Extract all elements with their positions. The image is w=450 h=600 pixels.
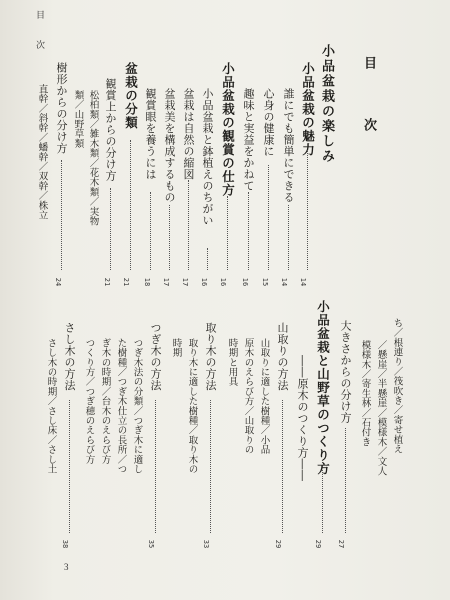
toc-entry-detail: ち／根連り／筏吹き／寄せ植え bbox=[391, 318, 403, 454]
leader-dots bbox=[288, 205, 289, 270]
toc-entry-detail: 模様木／寄生林／石付き bbox=[359, 340, 371, 447]
page-number: 3 bbox=[64, 562, 69, 572]
page-ref: 33 bbox=[202, 539, 211, 549]
leader-dots bbox=[248, 192, 249, 270]
page-ref: 18 bbox=[143, 277, 152, 287]
toc-entry-detail: 原木のえらび方／山取りの bbox=[242, 338, 254, 455]
page-ref: 38 bbox=[61, 539, 70, 549]
leader-dots bbox=[61, 160, 62, 270]
page-ref: 17 bbox=[162, 277, 171, 287]
toc-entry-detail: 直幹／斜幹／蟠幹／双幹／株立 bbox=[36, 84, 48, 220]
leader-dots bbox=[188, 180, 189, 270]
toc-entry-detail: 時期と用具 bbox=[226, 338, 238, 387]
page-ref: 29 bbox=[314, 539, 323, 549]
page-ref: 27 bbox=[337, 539, 346, 549]
page-ref: 21 bbox=[122, 277, 131, 287]
toc-entry-detail: 類／山野草類 bbox=[72, 90, 84, 149]
toc-entry-detail: さし木の時期／さし床／さし土 bbox=[45, 338, 57, 474]
toc-entry-title: 趣味と実益をかねて bbox=[242, 88, 255, 192]
toc-entry-title: 小品盆栽と山野草のつくり方 bbox=[315, 300, 331, 476]
toc-entry-detail: 時期 bbox=[170, 338, 182, 358]
toc-entry-title: 盆栽の分類 bbox=[123, 62, 139, 130]
toc-entry-title: 小品盆栽と鉢植えのちがい bbox=[201, 88, 214, 226]
leader-dots bbox=[69, 400, 70, 533]
leader-dots bbox=[227, 196, 228, 270]
toc-title: 目 次 bbox=[361, 56, 376, 149]
toc-entry-detail: 山取りに適した樹種／小品 bbox=[258, 338, 270, 455]
leader-dots bbox=[268, 165, 269, 270]
page-ref: 16 bbox=[241, 277, 250, 287]
leader-dots bbox=[155, 400, 156, 533]
toc-entry-detail: 取り木に適した樹種／取り木の bbox=[186, 338, 198, 474]
page-ref: 29 bbox=[274, 539, 283, 549]
page-ref: 16 bbox=[219, 277, 228, 287]
toc-entry-title: 大きさからの分け方 bbox=[339, 320, 352, 424]
toc-entry-title: 小品盆栽の魅力 bbox=[300, 62, 316, 157]
page-ref: 24 bbox=[54, 277, 63, 287]
toc-entry-title: 誰にでも簡単にできる bbox=[282, 88, 295, 203]
page-ref: 14 bbox=[280, 277, 289, 287]
page-ref: 21 bbox=[103, 277, 112, 287]
toc-entry-detail: ぎ木の時期／台木のえらび方 bbox=[99, 338, 111, 465]
toc-entry-title: 盆栽は自然の縮図 bbox=[182, 88, 195, 180]
section-title: 小品盆栽の楽しみ bbox=[319, 44, 334, 164]
toc-entry-title: 観賞眼を養うには bbox=[144, 88, 157, 180]
page-ref: 16 bbox=[200, 277, 209, 287]
leader-dots bbox=[207, 248, 208, 270]
toc-entry-title: 樹形からの分け方 bbox=[55, 62, 68, 154]
toc-entry-subtitle: ――原木のつくり方―― bbox=[296, 355, 309, 482]
leader-dots bbox=[169, 205, 170, 270]
leader-dots bbox=[130, 140, 131, 270]
leader-dots bbox=[282, 400, 283, 533]
running-head: 目 次 bbox=[34, 10, 44, 55]
toc-entry-title: 盆栽美を構成するもの bbox=[163, 88, 176, 203]
toc-entry-title: 取り木の方法 bbox=[204, 322, 217, 391]
toc-entry-detail: ／懸崖／半懸崖／模様木／文人 bbox=[375, 340, 387, 476]
toc-entry-detail: つぎ木法の分類／つぎ木に適し bbox=[131, 338, 143, 474]
leader-dots bbox=[307, 150, 308, 270]
page-ref: 14 bbox=[299, 277, 308, 287]
toc-entry-title: 心身の健康に bbox=[262, 88, 275, 157]
leader-dots bbox=[110, 188, 111, 270]
leader-dots bbox=[322, 470, 323, 533]
toc-entry-title: つぎ木の方法 bbox=[149, 322, 162, 391]
toc-entry-detail: 松柏類／雑木類／花木類／実物 bbox=[87, 90, 99, 226]
leader-dots bbox=[210, 400, 211, 533]
toc-entry-title: 小品盆栽の観賞の仕方 bbox=[220, 62, 236, 197]
leader-dots bbox=[150, 192, 151, 270]
toc-entry-detail: つくり方／つぎ穂のえらび方 bbox=[83, 338, 95, 465]
toc-entry-title: 観賞上からの分け方 bbox=[104, 78, 117, 182]
leader-dots bbox=[345, 428, 346, 533]
page-ref: 15 bbox=[261, 277, 270, 287]
toc-entry-title: さし木の方法 bbox=[63, 322, 76, 391]
page-ref: 35 bbox=[147, 539, 156, 549]
toc-entry-title: 山取りの方法 bbox=[276, 322, 289, 391]
page-ref: 17 bbox=[181, 277, 190, 287]
toc-entry-detail: た樹種／つぎ木仕立の長所／つ bbox=[115, 338, 127, 474]
